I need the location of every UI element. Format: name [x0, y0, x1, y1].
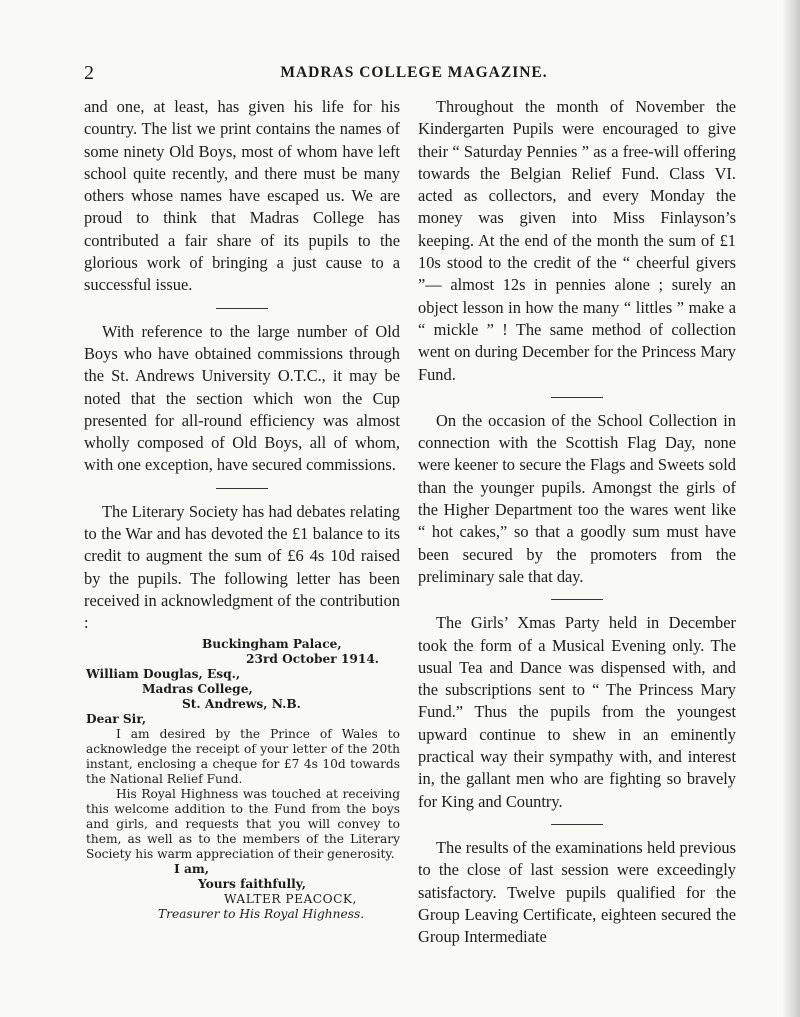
section-divider — [551, 397, 603, 398]
letter-recipient-line: St. Andrews, N.B. — [182, 696, 301, 711]
paragraph-otc-commissions: With reference to the large number of Old Boys who have obtained commissions through the St. Andrews University O.T.C., it may be noted that the section which won the Cup presented for all-round efficiency was almost wholly composed of Old Boys, all of whom, with one exception, have secured commissions. — [84, 321, 400, 475]
paragraph-examinations: The results of the examinations held previous to the close of last session were exceedingly satisfactory. Twelve pupils qualified for the Group Leaving Certificate, eighteen secured the Group Intermediate — [418, 837, 736, 947]
section-divider — [551, 599, 603, 600]
right-column — [418, 96, 736, 948]
letter-body-paragraph: I am desired by the Prince of Wales to acknowledge the receipt of your letter of the 20th instant, enclosing a cheque for £7 4s 10d towards the National Relief Fund. — [86, 726, 400, 786]
paragraph-saturday-pennies: Throughout the month of November the Kindergarten Pupils were encouraged to give their “ Saturday Pennies ” as a free-will offering towards the Belgian Relief Fund. Class VI. acted as collectors, and every Monday the money was given into Miss Finlayson’s keeping. At the end of the month the sum of £1 10s stood to the credit of the “ cheerful givers ”— almost 12s in pennies alone ; surely an object lesson in how the many “ littles ” make a “ mickle ” ! The same method of collection went on during December for the Princess Mary Fund. — [418, 97, 736, 384]
palace-letter — [84, 637, 400, 922]
section-divider — [551, 824, 603, 825]
left-column — [84, 96, 400, 922]
letter-salutation: Dear Sir, — [86, 711, 147, 726]
paragraph-old-boys-list: and one, at least, has given his life for his country. The list we print contains the names of some ninety Old Boys, most of whom have left school quite recently, and there must be many others whose names have escaped us. We are proud to think that Madras College has contributed a fair share of its pupils to the glorious work of bringing a just cause to a successful issue. — [84, 97, 400, 295]
letter-closing: I am, — [174, 861, 209, 876]
letter-closing: Yours faithfully, — [198, 876, 306, 891]
letter-address-line: Buckingham Palace, — [202, 636, 342, 651]
letter-signature-title: Treasurer to His Royal Highness. — [158, 906, 365, 921]
letter-body-paragraph: His Royal Highness was touched at receiving this welcome addition to the Fund from the boys and girls, and requests that you will convey to them, as well as to the members of the Literary Society his warm appreciation of their generosity. — [86, 786, 400, 861]
page-number: 2 — [84, 62, 94, 84]
paragraph-xmas-party: The Girls’ Xmas Party held in December took the form of a Musical Evening only. The usual Tea and Dance was dispensed with, and the subscriptions sent to “ The Princess Mary Fund.” Thus the pupils from the youngest upward continue to shew in an eminently practical way their sympathy with, and interest in, the gallant men who are fighting so bravely for King and Country. — [418, 613, 736, 811]
letter-recipient: William Douglas, Esq., — [86, 666, 241, 681]
running-head — [84, 62, 744, 86]
paragraph-flag-day: On the occasion of the School Collection in connection with the Scottish Flag Day, none were keener to secure the Flags and Sweets sold than the younger pupils. Amongst the girls of the Higher Department too the wares went like “ hot cakes,” so that a goodly sum must have been secured by the promoters from the preliminary sale that day. — [418, 410, 736, 586]
paragraph-literary-society: The Literary Society has had debates relating to the War and has devoted the £1 balance to its credit to augment the sum of £6 4s 10d raised by the pupils. The following letter has been received in acknowledgment of the contribution : — [84, 501, 400, 633]
letter-recipient-line: Madras College, — [142, 681, 253, 696]
section-divider — [216, 488, 268, 489]
section-divider — [216, 308, 268, 309]
magazine-title: MADRAS COLLEGE MAGAZINE. — [280, 64, 548, 81]
letter-signature: WALTER PEACOCK, — [224, 891, 357, 906]
letter-date: 23rd October 1914. — [246, 651, 380, 666]
